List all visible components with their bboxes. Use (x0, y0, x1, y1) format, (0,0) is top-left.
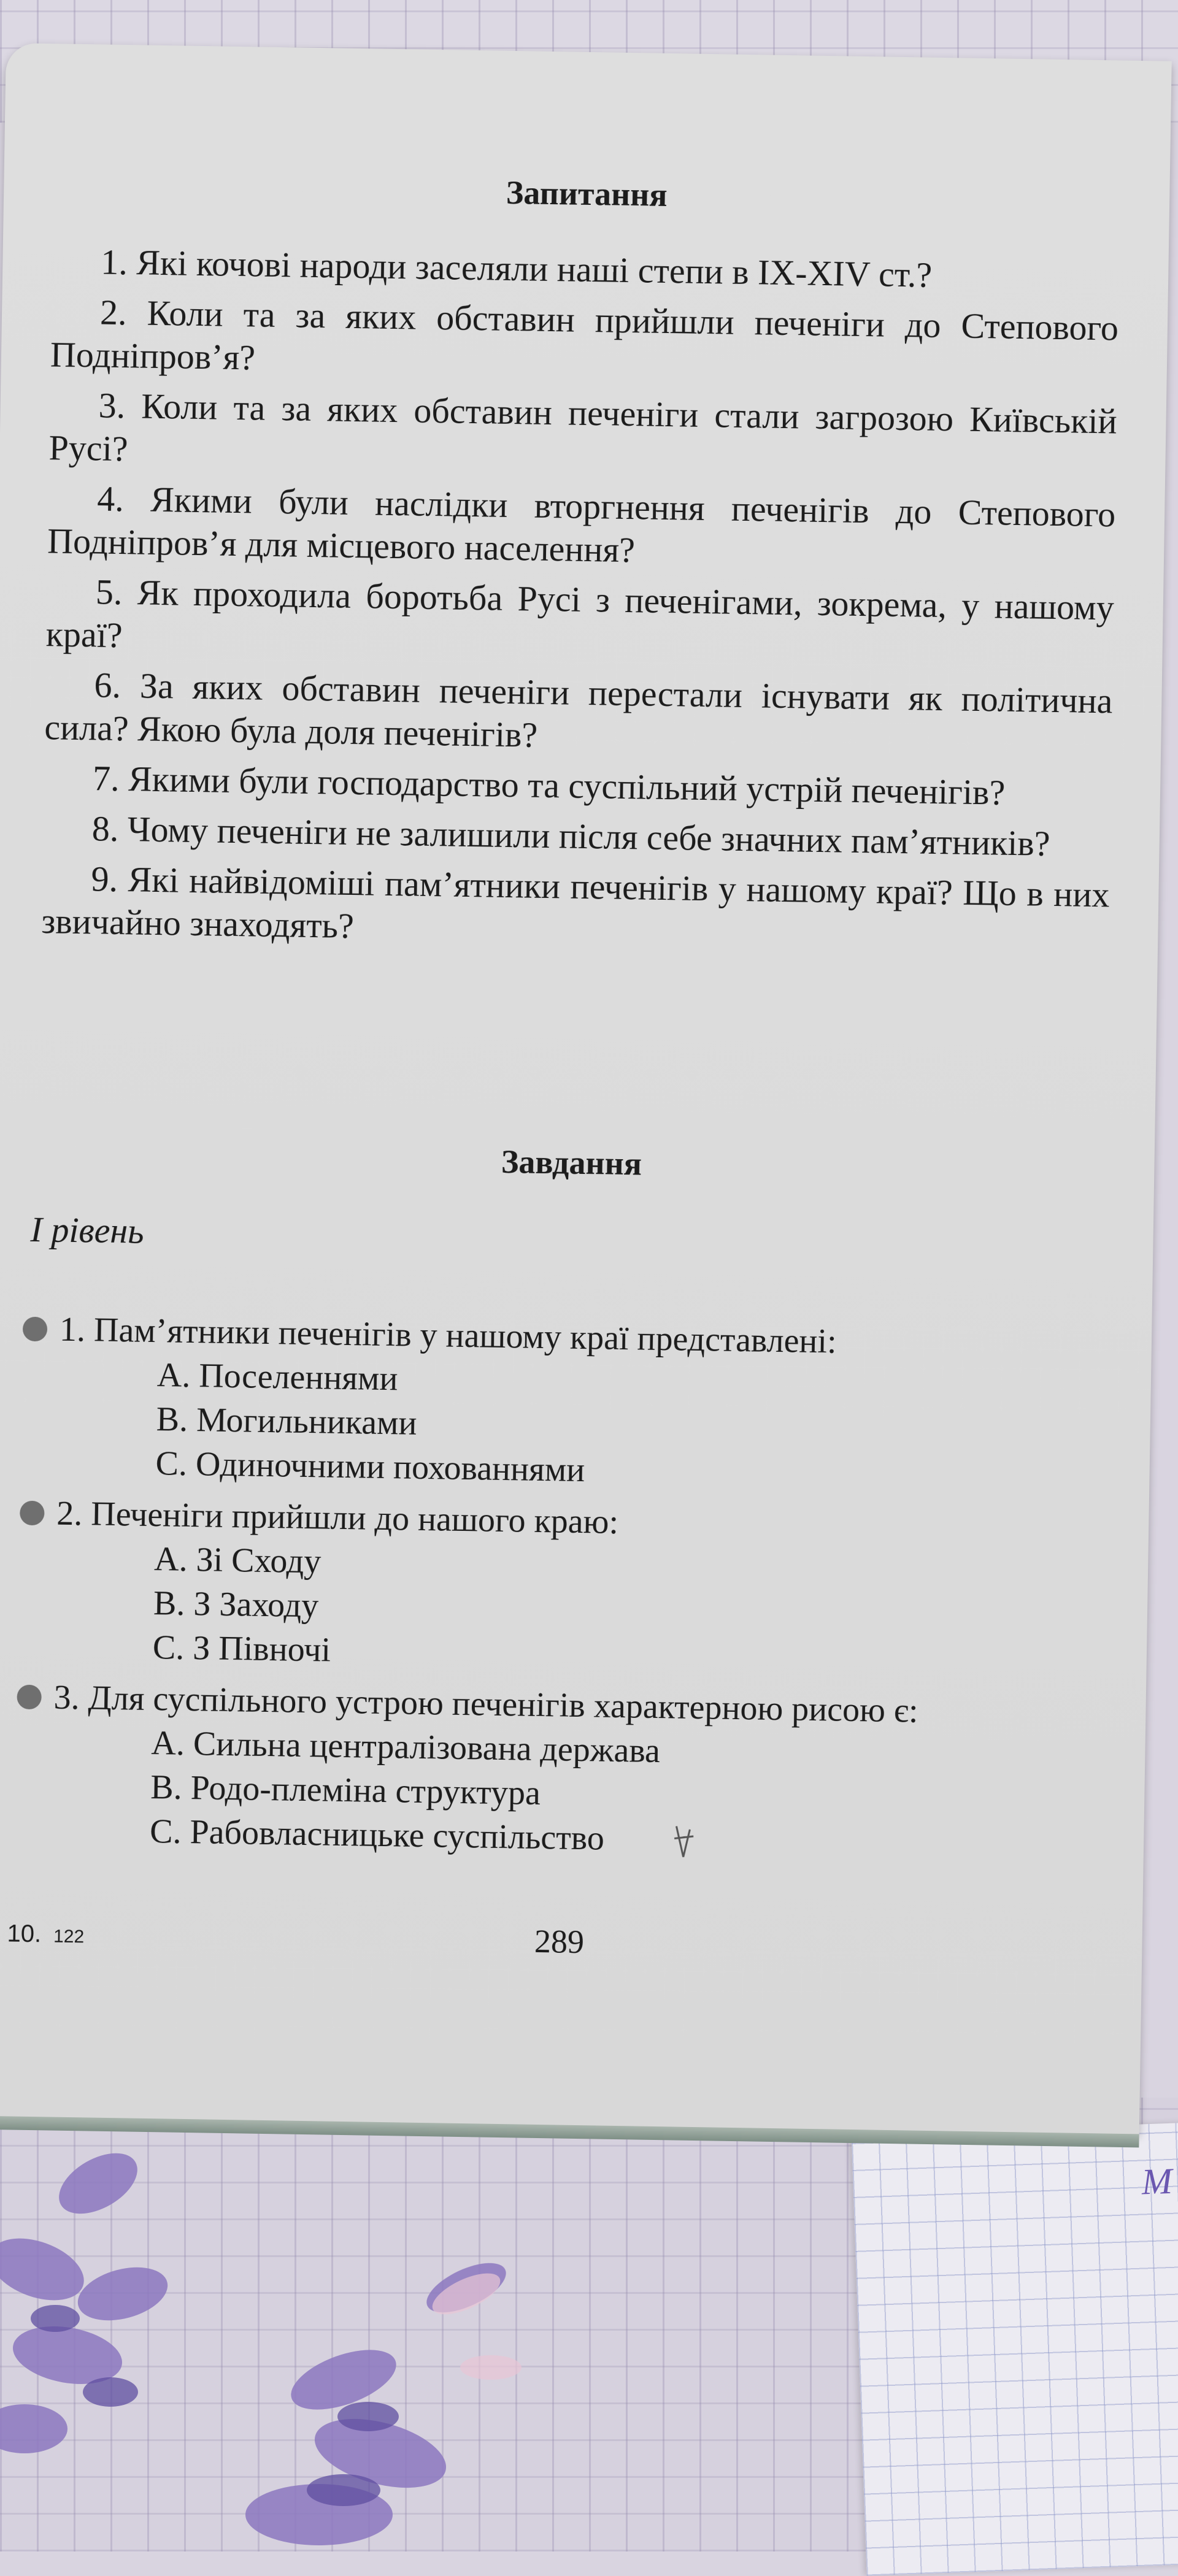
task-item (20, 1307, 1103, 1501)
questions-heading: Запитання (506, 174, 668, 213)
page-number: 289 (534, 1922, 585, 1961)
task-option: B. Родо-племіна структура (150, 1768, 541, 1813)
question-item: 6. За яких обставин печеніги перестали існувати як політична сила? Якою була доля печенігів? (44, 665, 1113, 755)
task-item (15, 1675, 1097, 1869)
footer-code: 10. (7, 1920, 42, 1948)
question-item: 7. Якими були господарство та суспільний устрій печенігів? (92, 758, 1006, 813)
task-option: B. Могильниками (156, 1400, 417, 1443)
task-option: A. Сильна централізована держава (151, 1724, 661, 1771)
task-option: B. З Заходу (153, 1584, 319, 1625)
question-item: 8. Чому печеніги не залишили після себе значних пам’ятників? (91, 808, 1050, 864)
task-option: C. Одиночними похованнями (155, 1444, 585, 1490)
level-label: I рівень (30, 1209, 145, 1251)
task-option: A. Поселеннями (156, 1356, 398, 1398)
lavender-flowers-image (0, 2134, 552, 2551)
task-option: C. Рабовласницьке суспільство (149, 1812, 605, 1858)
questions-list (41, 240, 1120, 967)
task-question: 2. Печеніги прийшли до нашого краю: (56, 1494, 619, 1541)
question-item: 1. Які кочові народи заселяли наші степи в IX-XIV ст.? (100, 242, 933, 295)
bullet-dot-icon (17, 1685, 42, 1710)
question-item: 4. Якими були наслідки вторгнення печенігів до Степового Подніпров’я для місцевого населення? (47, 478, 1116, 570)
task-option: A. Зі Сходу (153, 1540, 321, 1581)
question-item: 9. Які найвідоміші пам’ятники печенігів у нашому краї? Що в них звичайно знаходять? (41, 859, 1110, 946)
question-item: 3. Коли та за яких обставин печеніги стали загрозою Київській Русі? (48, 385, 1118, 469)
task-item (17, 1491, 1099, 1685)
question-item: 5. Як проходила боротьба Русі з печенігами, зокрема, у нашому краї? (45, 572, 1115, 656)
textbook-page (0, 43, 1172, 2134)
task-question: 3. Для суспільного устрою печенігів характерною рисою є: (53, 1678, 919, 1730)
task-option: C. З Півночі (152, 1628, 331, 1669)
bullet-dot-icon (23, 1317, 48, 1342)
question-item: 2. Коли та за яких обставин прийшли печеніги до Степового Подніпров’я? (50, 292, 1119, 378)
notebook-handwriting: M (1141, 2160, 1173, 2202)
tasks-heading: Завдання (501, 1143, 642, 1183)
pencil-mark-icon (671, 1820, 696, 1863)
task-question: 1. Пам’ятники печенігів у нашому краї представлені: (59, 1310, 837, 1361)
graph-paper-notebook (852, 2122, 1178, 2575)
footer-code-small: 122 (53, 1926, 85, 1947)
bullet-dot-icon (20, 1501, 45, 1526)
